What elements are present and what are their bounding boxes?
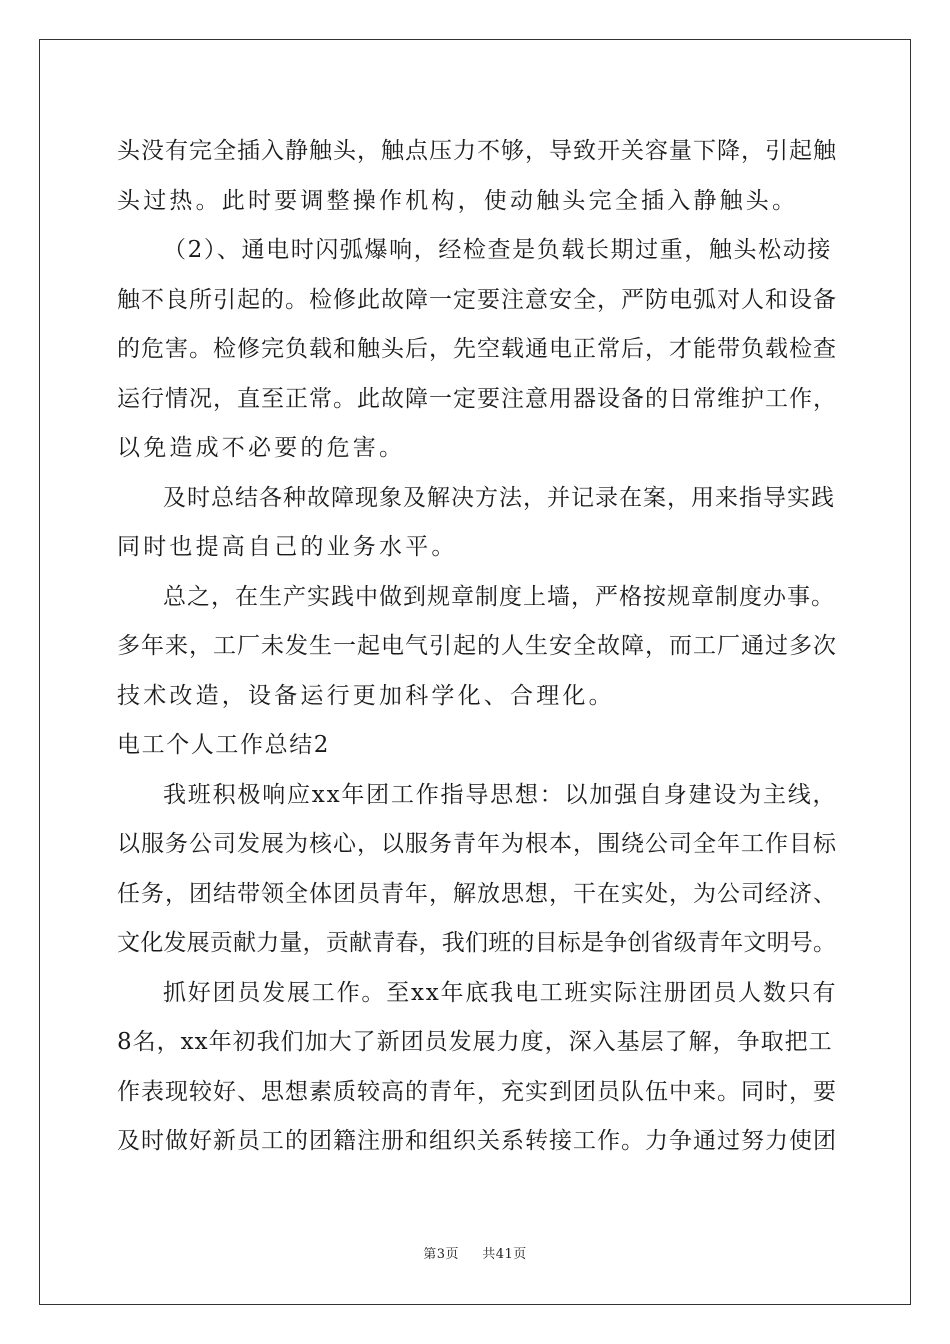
text-line: 我班积极响应xx年团工作指导思想：以加强自身建设为主线， xyxy=(163,781,838,808)
text-line: 作表现较好、思想素质较高的青年，充实到团员队伍中来。同时，要 xyxy=(117,1078,837,1105)
text-line: 8名，xx年初我们加大了新团员发展力度，深入基层了解，争取把工 xyxy=(117,1029,833,1055)
text-line: 任务，团结带领全体团员青年，解放思想，干在实处，为公司经济、 xyxy=(117,880,837,907)
text-line: 文化发展贡献力量，贡献青春，我们班的目标是争创省级青年文明号。 xyxy=(117,930,837,956)
text-line: 以免造成不必要的危害。 xyxy=(117,435,406,461)
text-line: 及时总结各种故障现象及解决方法，并记录在案，用来指导实践 xyxy=(163,484,835,511)
section-heading: 电工个人工作总结2 xyxy=(117,732,331,758)
text-line: 及时做好新员工的团籍注册和组织关系转接工作。力争通过努力使团 xyxy=(117,1128,837,1154)
text-line: 技术改造，设备运行更加科学化、合理化。 xyxy=(117,682,615,709)
text-line: 的危害。检修完负载和触头后，先空载通电正常后，才能带负载检查 xyxy=(117,336,837,362)
text-line: 头没有完全插入静触头，触点压力不够，导致开关容量下降，引起触 xyxy=(117,138,837,164)
text-line: 抓好团员发展工作。至xx年底我电工班实际注册团员人数只有 xyxy=(163,979,838,1006)
page-total: 共41页 xyxy=(482,1247,527,1262)
text-line: 同时也提高自己的业务水平。 xyxy=(117,534,458,560)
text-line: 总之，在生产实践中做到规章制度上墙，严格按规章制度办事。 xyxy=(163,583,835,610)
text-line: （2）、通电时闪弧爆响，经检查是负载长期过重，触头松动接 xyxy=(163,237,832,263)
text-line: 以服务公司发展为核心，以服务青年为根本，围绕公司全年工作目标 xyxy=(117,831,837,857)
page-number: 第3页 xyxy=(423,1247,459,1262)
text-line: 运行情况，直至正常。此故障一定要注意用器设备的日常维护工作， xyxy=(117,385,837,412)
document-body xyxy=(117,127,837,1167)
text-line: 多年来，工厂未发生一起电气引起的人生安全故障，而工厂通过多次 xyxy=(117,633,837,659)
text-line: 头过热。此时要调整操作机构，使动触头完全插入静触头。 xyxy=(117,187,799,214)
page-footer xyxy=(0,1243,950,1262)
text-line: 触不良所引起的。检修此故障一定要注意安全，严防电弧对人和设备 xyxy=(117,286,837,313)
